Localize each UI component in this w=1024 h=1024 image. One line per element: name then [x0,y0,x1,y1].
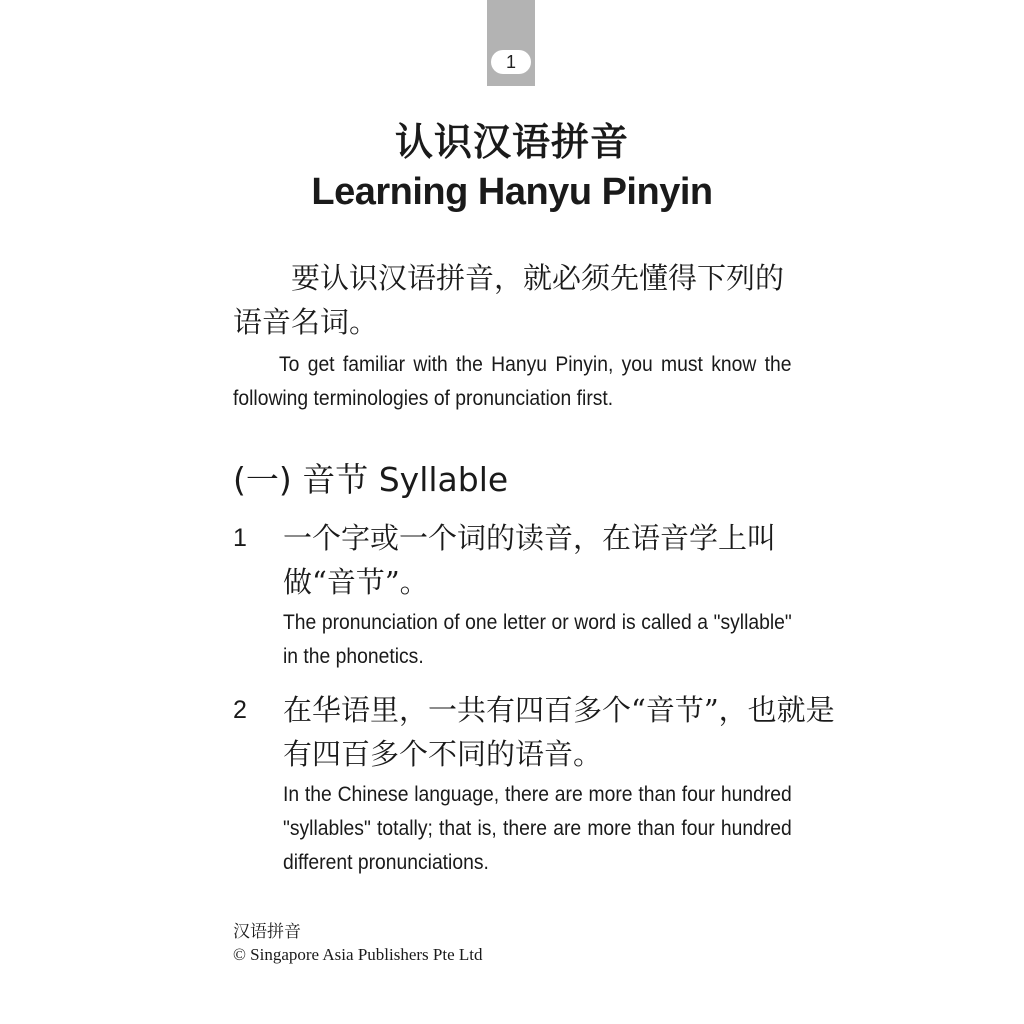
footer [233,920,483,966]
item-body [283,688,836,880]
intro-paragraph-chinese: 要认识汉语拼音，就必须先懂得下列的语音名词。 [233,261,785,339]
footer-copyright: © Singapore Asia Publishers Pte Ltd [233,945,483,964]
title-english: Learning Hanyu Pinyin [311,171,713,213]
main-content [233,256,835,880]
list-item [233,516,791,674]
item-text-chinese: 在华语里，一共有四百多个“音节”，也就是有四百多个不同的语音。 [283,693,835,771]
section-heading-syllable: (一) 音节 Syllable [233,460,509,499]
item-text-english: In the Chinese language, there are more than four hundred "syllables" totally; that is, there are more than four hundred different pronunciations. [283,783,792,874]
intro-paragraph-english: To get familiar with the Hanyu Pinyin, you must know the following terminologies of pronunciation first. [233,353,792,410]
item-body [283,516,836,674]
footer-book-title: 汉语拼音 [233,922,301,941]
item-number: 2 [233,696,247,724]
title-chinese: 认识汉语拼音 [394,120,629,164]
page-number: 1 [491,50,531,74]
item-text-english: The pronunciation of one letter or word is called a "syllable" in the phonetics. [283,611,792,668]
item-number: 1 [233,524,247,552]
list-item [233,688,835,880]
item-text-chinese: 一个字或一个词的读音，在语音学上叫做“音节”。 [283,521,777,599]
